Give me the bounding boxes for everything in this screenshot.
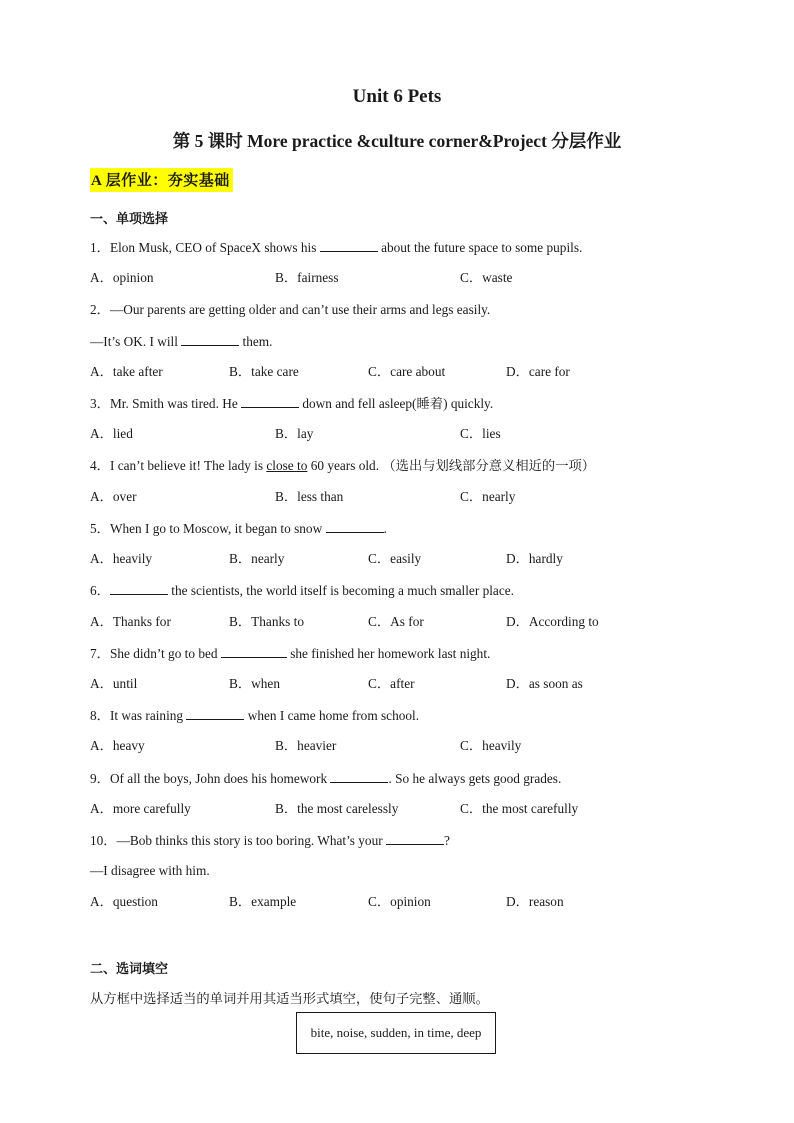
question-text: the scientists, the world itself is becoming a much smaller place. <box>167 583 514 598</box>
option-a: A．lied <box>90 426 133 441</box>
question-10-reply: —I disagree with him. <box>90 863 210 878</box>
question-text: 9．Of all the boys, John does his homework <box>90 771 331 786</box>
question-text: she finished her homework last night. <box>286 646 491 661</box>
answer-blank <box>320 239 378 252</box>
question-6 <box>90 582 514 599</box>
question-text: them. <box>239 334 273 349</box>
answer-blank <box>330 770 388 783</box>
option-a: A．question <box>90 894 158 909</box>
option-d: D．as soon as <box>506 676 583 691</box>
question-text: —It’s OK. I will <box>90 334 182 349</box>
option-c: C．lies <box>460 426 501 441</box>
question-text: . <box>383 521 387 536</box>
question-1 <box>90 239 582 256</box>
option-c: C．after <box>368 676 415 691</box>
question-text: 6． <box>90 583 110 598</box>
option-d: D．reason <box>506 894 564 909</box>
option-d: D．hardly <box>506 551 563 566</box>
question-3 <box>90 395 493 412</box>
answer-blank <box>110 582 168 595</box>
question-text: 1．Elon Musk, CEO of SpaceX shows his <box>90 240 320 255</box>
option-b: B．when <box>229 676 280 691</box>
answer-blank <box>326 520 384 533</box>
option-b: B．nearly <box>229 551 285 566</box>
question-text: . So he always gets good grades. <box>388 771 562 786</box>
option-a: A．Thanks for <box>90 614 171 629</box>
page-title: Unit 6 Pets <box>352 86 442 107</box>
option-b: B．take care <box>229 364 299 379</box>
question-text: 7．She didn’t go to bed <box>90 646 221 661</box>
question-4 <box>90 458 595 474</box>
question-text: 8．It was raining <box>90 708 187 723</box>
question-7 <box>90 645 490 662</box>
option-c: C．opinion <box>368 894 431 909</box>
answer-blank <box>186 707 244 720</box>
question-text: when I came home from school. <box>244 708 420 723</box>
section-instruction: 从方框中选择适当的单词并用其适当形式填空，使句子完整、通顺。 <box>90 992 489 1007</box>
option-c: C．heavily <box>460 738 522 753</box>
option-c: C．waste <box>460 270 513 285</box>
option-b: B．the most carelessly <box>275 801 399 816</box>
question-2-reply <box>90 333 272 350</box>
level-label: A 层作业：夯实基础 <box>90 168 233 192</box>
section-heading-word-fill: 二、选词填空 <box>90 962 169 977</box>
option-c: C．As for <box>368 614 424 629</box>
word-box <box>296 1012 496 1054</box>
option-b: B．lay <box>275 426 314 441</box>
option-d: D．care for <box>506 364 570 379</box>
option-a: A．heavy <box>90 738 145 753</box>
option-b: B．Thanks to <box>229 614 304 629</box>
question-text: 4．I can’t believe it! The lady is <box>90 458 267 473</box>
section-heading-single-choice: 一、单项选择 <box>90 212 169 227</box>
question-text: 10．—Bob thinks this story is too boring. What’s your <box>90 833 386 848</box>
word-box-text: bite, noise, sudden, in time, deep <box>310 1025 482 1040</box>
option-d: D．According to <box>506 614 599 629</box>
option-b: B．less than <box>275 489 344 504</box>
question-5 <box>90 520 387 537</box>
option-a: A．opinion <box>90 270 154 285</box>
option-b: B．fairness <box>275 270 339 285</box>
underlined-phrase: close to <box>266 458 308 473</box>
option-b: B．heavier <box>275 738 337 753</box>
answer-blank <box>241 395 299 408</box>
question-text: 60 years old. （选出与划线部分意义相近的一项） <box>307 458 596 473</box>
question-text: ? <box>444 833 450 848</box>
question-text: 5．When I go to Moscow, it began to snow <box>90 521 326 536</box>
option-c: C．the most carefully <box>460 801 579 816</box>
option-c: C．easily <box>368 551 422 566</box>
question-8 <box>90 707 419 724</box>
option-b: B．example <box>229 894 297 909</box>
answer-blank <box>221 645 287 658</box>
option-a: A．more carefully <box>90 801 191 816</box>
option-c: C．nearly <box>460 489 516 504</box>
question-9 <box>90 770 561 787</box>
question-10 <box>90 832 450 849</box>
answer-blank <box>181 333 239 346</box>
question-2: 2．—Our parents are getting older and can’t use their arms and legs easily. <box>90 302 491 317</box>
page-subtitle: 第 5 课时 More practice &culture corner&Project 分层作业 <box>172 131 622 151</box>
question-text: 3．Mr. Smith was tired. He <box>90 396 242 411</box>
option-a: A．over <box>90 489 137 504</box>
option-c: C．care about <box>368 364 446 379</box>
option-a: A．take after <box>90 364 163 379</box>
question-text: down and fell asleep(睡着) quickly. <box>299 396 494 411</box>
option-a: A．until <box>90 676 138 691</box>
option-a: A．heavily <box>90 551 153 566</box>
question-text: about the future space to some pupils. <box>377 240 583 255</box>
answer-blank <box>386 832 444 845</box>
